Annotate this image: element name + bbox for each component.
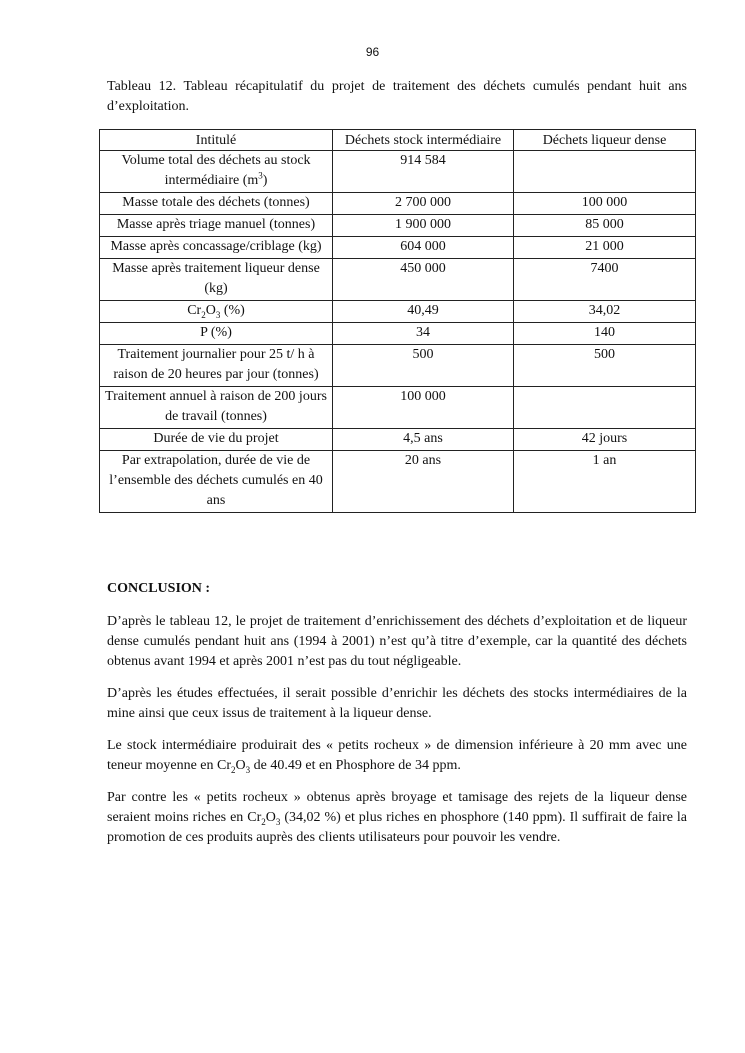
table-row: [100, 215, 696, 237]
row-label: Traitement journalier pour 25 t/ h à raison de 20 heures par jour (tonnes): [100, 345, 333, 387]
cell-stock: 914 584: [333, 151, 514, 193]
cell-liqueur: 34,02: [514, 301, 696, 323]
cell-stock: 100 000: [333, 387, 514, 429]
summary-table: [99, 129, 696, 513]
conclusion-body: [107, 612, 687, 860]
table-row: [100, 193, 696, 215]
row-label: Par extrapolation, durée de vie de l’ensemble des déchets cumulés en 40 ans: [100, 451, 333, 513]
row-label: P (%): [100, 323, 333, 345]
row-label: Masse après concassage/criblage (kg): [100, 237, 333, 259]
row-label: Volume total des déchets au stock intermédiaire $(m^3)$: [100, 151, 333, 193]
cell-stock: 4,5 ans: [333, 429, 514, 451]
cell-stock: 20 ans: [333, 451, 514, 513]
paragraph: D’après les études effectuées, il serait possible d’enrichir les déchets des stocks intermédiaires de la mine ainsi que ceux issus de traitement à la liqueur dense.: [107, 686, 687, 721]
table-caption: Tableau 12. Tableau récapitulatif du projet de traitement des déchets cumulés pendant huit ans d’exploitation.: [107, 79, 687, 114]
page-number: 96: [365, 45, 380, 59]
cell-stock: 40,49: [333, 301, 514, 323]
cell-stock: 500: [333, 345, 514, 387]
row-label: Masse après triage manuel (tonnes): [100, 215, 333, 237]
cell-liqueur: 1 an: [514, 451, 696, 513]
header-intitule: Intitulé: [100, 130, 333, 151]
cell-stock: 34: [333, 323, 514, 345]
table-row: [100, 387, 696, 429]
cell-stock: 2 700 000: [333, 193, 514, 215]
cell-liqueur: 500: [514, 345, 696, 387]
row-label: Traitement annuel à raison de 200 jours de travail (tonnes): [100, 387, 333, 429]
cell-stock: 604 000: [333, 237, 514, 259]
table-row: [100, 451, 696, 513]
paragraph: D’après le tableau 12, le projet de traitement d’enrichissement des déchets d’exploitation et de liqueur dense cumulés pendant huit ans (1994 à 2001) n’est qu’à titre d’exemple, car la quantité des déchets obtenus avant 1994 et après 2001 n’est pas du tout négligeable.: [107, 614, 687, 669]
cell-liqueur: 85 000: [514, 215, 696, 237]
cell-liqueur: 140: [514, 323, 696, 345]
table-row: [100, 151, 696, 193]
row-label: Durée de vie du projet: [100, 429, 333, 451]
header-stock: Déchets stock intermédiaire: [333, 130, 514, 151]
table-row: [100, 345, 696, 387]
header-liqueur: Déchets liqueur dense: [514, 130, 696, 151]
cell-liqueur: 42 jours: [514, 429, 696, 451]
conclusion-heading: CONCLUSION :: [107, 581, 211, 596]
row-label: Masse après traitement liqueur dense (kg): [100, 259, 333, 301]
table-row: [100, 301, 696, 323]
cell-liqueur: 100 000: [514, 193, 696, 215]
cell-liqueur: [514, 387, 696, 429]
cell-stock: 450 000: [333, 259, 514, 301]
cell-liqueur: 21 000: [514, 237, 696, 259]
table-header-row: [100, 130, 696, 151]
table-row: [100, 237, 696, 259]
cell-stock: 1 900 000: [333, 215, 514, 237]
table-row: [100, 429, 696, 451]
cell-liqueur: 7400: [514, 259, 696, 301]
paragraph: Par contre les « petits rocheux » obtenus après broyage et tamisage des rejets de la liqueur dense seraient moins riches en $Cr_2O_3$ (34,02 %) et plus riches en phosphore (140 ppm). Il suffirait de faire la promotion de ces produits auprès des clients utilisateurs pour pouvoir les vendre.: [107, 790, 687, 845]
row-label: Masse totale des déchets (tonnes): [100, 193, 333, 215]
row-label: $Cr_2O_3$ (%): [100, 301, 333, 323]
table-row: [100, 323, 696, 345]
table-row: [100, 259, 696, 301]
cell-liqueur: [514, 151, 696, 193]
paragraph: Le stock intermédiaire produirait des « petits rocheux » de dimension inférieure à 20 mm avec une teneur moyenne en $Cr_2O_3$ de 40.49 et en Phosphore de 34 ppm.: [107, 738, 687, 775]
